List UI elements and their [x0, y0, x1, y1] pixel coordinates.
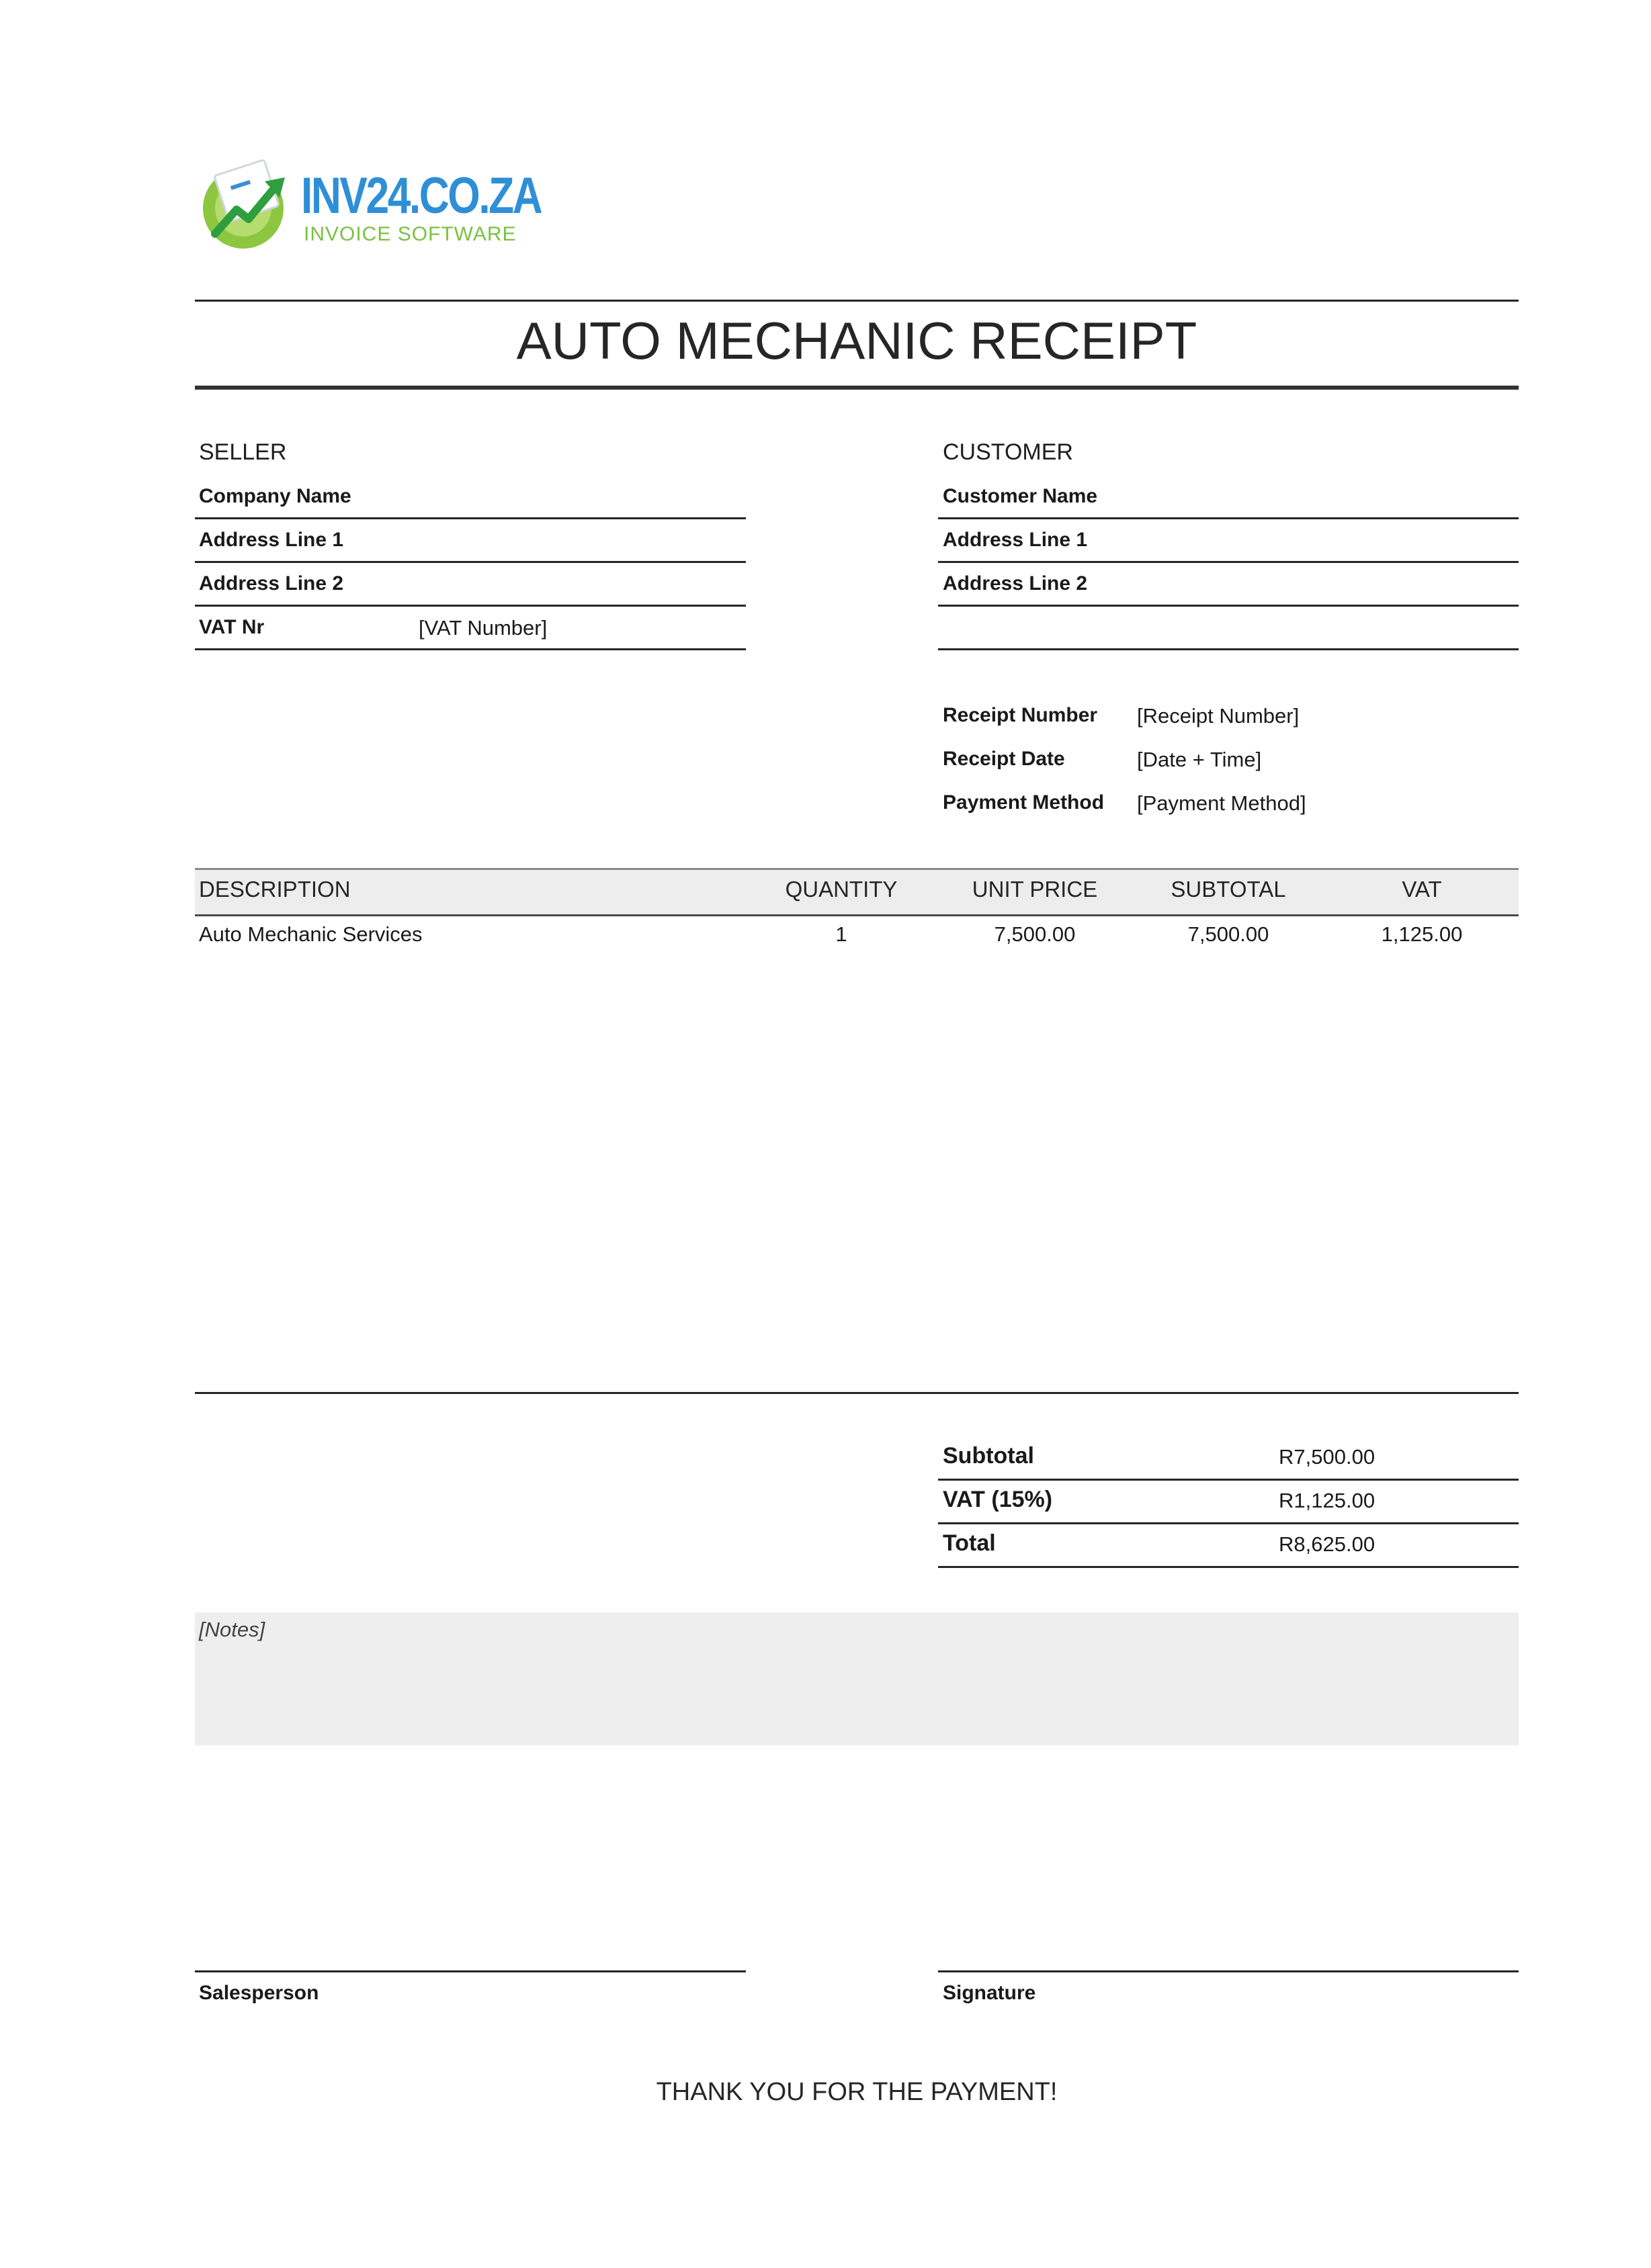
column-header-quantity: QUANTITY	[785, 877, 898, 902]
payment-method-value: [Payment Method]	[1137, 791, 1306, 815]
divider	[938, 1479, 1519, 1481]
salesperson-label: Salesperson	[199, 1982, 319, 2004]
row-description: Auto Mechanic Services	[199, 922, 423, 946]
signature-line	[938, 1970, 1519, 1972]
divider	[938, 1522, 1519, 1524]
divider	[938, 517, 1519, 519]
row-quantity: 1	[835, 922, 847, 946]
column-header-vat: VAT	[1402, 877, 1442, 902]
row-unit-price: 7,500.00	[994, 922, 1076, 946]
seller-vat-value: [VAT Number]	[419, 616, 548, 640]
vat-total-label: VAT (15%)	[943, 1487, 1053, 1512]
thank-you-message: THANK YOU FOR THE PAYMENT!	[656, 2078, 1058, 2106]
customer-name: Customer Name	[943, 485, 1098, 507]
divider	[195, 605, 746, 607]
receipt-date-label: Receipt Date	[943, 748, 1065, 770]
row-vat: 1,125.00	[1381, 922, 1463, 946]
divider	[938, 605, 1519, 607]
title-bottom-rule	[195, 386, 1519, 390]
divider	[195, 561, 746, 563]
seller-heading: SELLER	[199, 439, 287, 465]
notes-text: [Notes]	[199, 1618, 265, 1641]
divider	[938, 561, 1519, 563]
company-logo	[195, 155, 542, 255]
column-header-description: DESCRIPTION	[199, 877, 351, 902]
receipt-date-value: [Date + Time]	[1137, 748, 1262, 771]
customer-address-1: Address Line 1	[943, 529, 1088, 551]
notes-box[interactable]	[195, 1612, 1519, 1745]
column-header-unit-price: UNIT PRICE	[972, 877, 1098, 902]
table-end-rule	[195, 1392, 1519, 1394]
logo-emblem-icon	[195, 155, 302, 255]
receipt-number-value: [Receipt Number]	[1137, 704, 1300, 728]
vat-total-value: R1,125.00	[1279, 1489, 1375, 1512]
divider	[195, 517, 746, 519]
total-value: R8,625.00	[1279, 1532, 1375, 1556]
page-title: AUTO MECHANIC RECEIPT	[516, 311, 1197, 370]
title-top-rule	[195, 300, 1519, 302]
seller-address-1: Address Line 1	[199, 529, 344, 551]
subtotal-label: Subtotal	[943, 1443, 1034, 1469]
seller-company: Company Name	[199, 485, 351, 507]
divider	[195, 648, 746, 650]
signature-label: Signature	[943, 1982, 1036, 2004]
seller-vat-label: VAT Nr	[199, 616, 265, 638]
salesperson-line	[195, 1970, 746, 1972]
divider	[938, 1566, 1519, 1568]
receipt-number-label: Receipt Number	[943, 704, 1098, 726]
column-header-subtotal: SUBTOTAL	[1171, 877, 1286, 902]
customer-heading: CUSTOMER	[943, 439, 1073, 465]
payment-method-label: Payment Method	[943, 791, 1105, 814]
row-subtotal: 7,500.00	[1187, 922, 1269, 946]
total-label: Total	[943, 1530, 996, 1556]
seller-address-2: Address Line 2	[199, 572, 344, 595]
subtotal-value: R7,500.00	[1279, 1445, 1375, 1469]
customer-address-2: Address Line 2	[943, 572, 1088, 595]
logo-tagline: INVOICE SOFTWARE	[304, 223, 517, 245]
divider	[938, 648, 1519, 650]
logo-brand: INV24.CO.ZA	[301, 167, 542, 224]
